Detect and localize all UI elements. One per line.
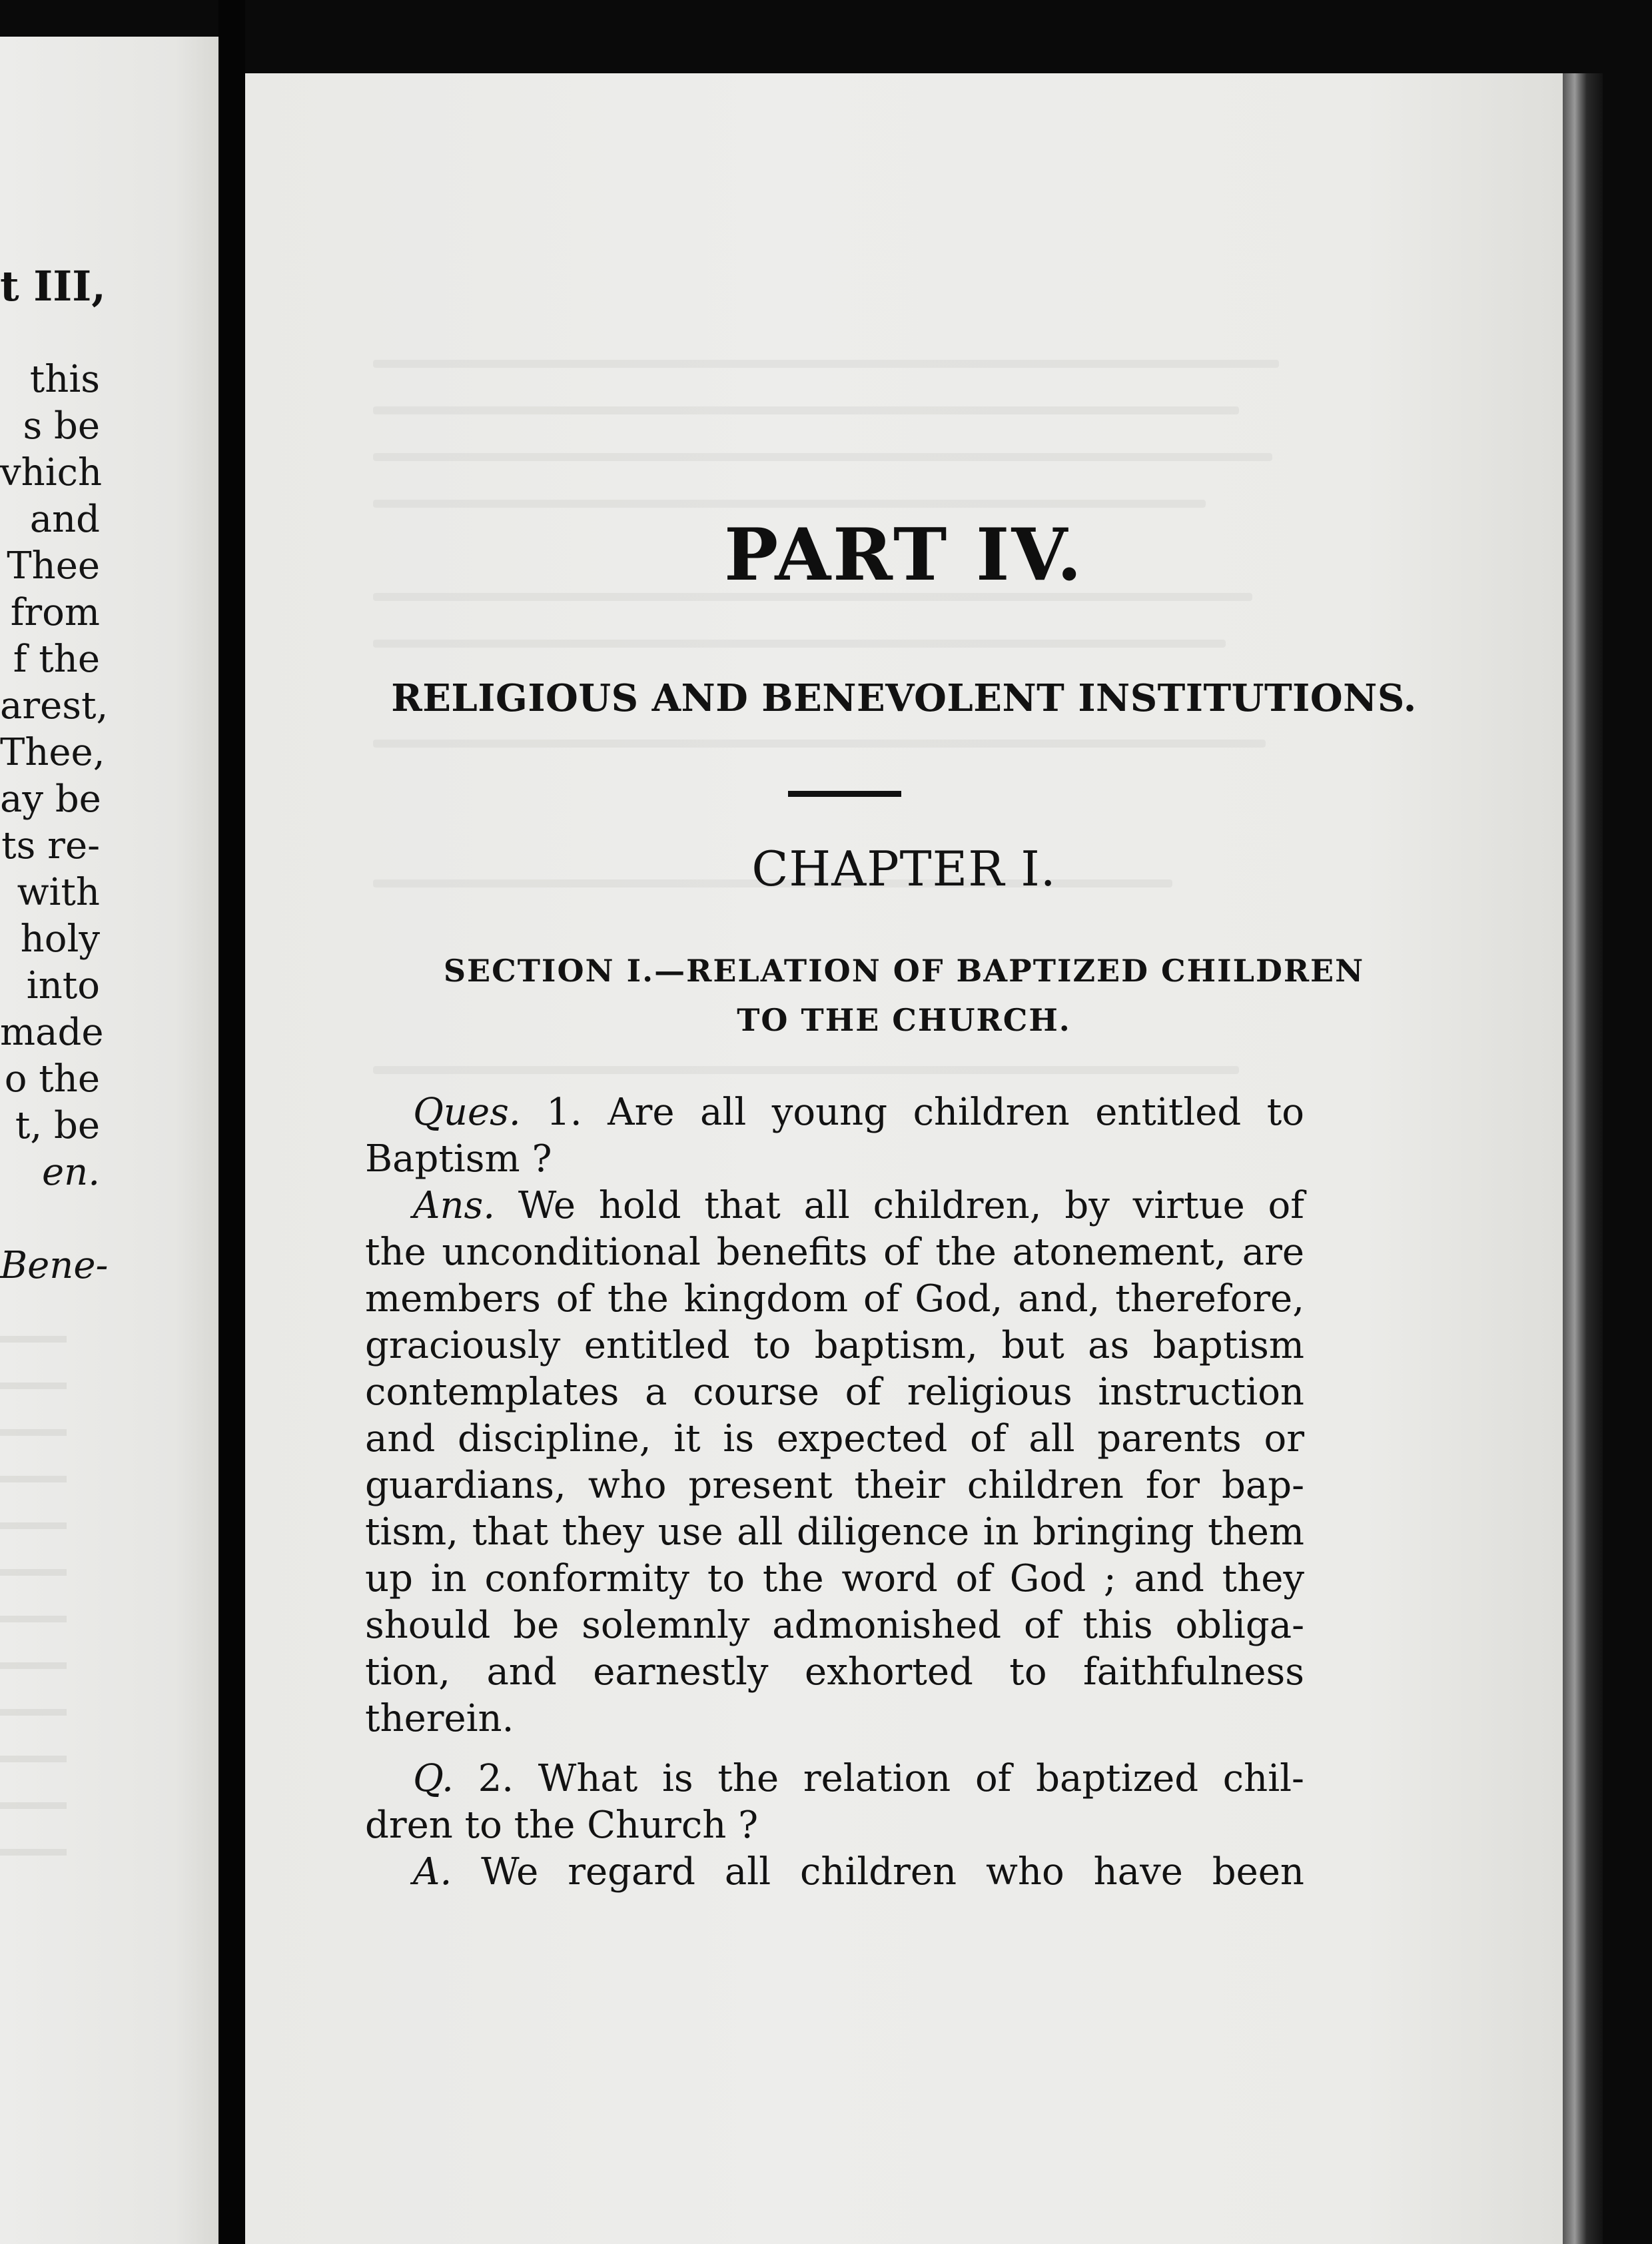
bleed-through-mark <box>373 640 1226 648</box>
left-page-header: t III, <box>0 262 106 310</box>
answer-label: Ans. <box>413 1184 496 1227</box>
answer-1-line: members of the kingdom of God, and, therefore, <box>365 1277 1304 1321</box>
bleed-through-mark <box>0 1383 67 1389</box>
bleed-through-mark <box>373 1066 1239 1074</box>
left-page-line: Thee, <box>0 731 105 774</box>
bleed-through-mark <box>373 740 1266 748</box>
left-page-line: t, be <box>15 1104 100 1147</box>
answer-2-line-1 <box>413 1849 1304 1896</box>
answer-1-line: and discipline, it is expected of all parents or <box>365 1417 1304 1460</box>
bleed-through-mark <box>0 1756 67 1762</box>
question-text: 2. What is the relation of baptized chil- <box>478 1757 1304 1800</box>
bleed-through-mark <box>373 500 1206 508</box>
title-divider-rule <box>788 791 901 797</box>
question-label: Q. <box>413 1757 454 1800</box>
left-page-line: ay be <box>0 778 101 821</box>
bleed-through-mark <box>373 360 1279 368</box>
question-2-line-1 <box>413 1756 1304 1802</box>
answer-1-line: the unconditional benefits of the atonement, are <box>365 1231 1304 1274</box>
left-page-line: f the <box>13 638 100 681</box>
question-1-line-1 <box>413 1089 1304 1136</box>
left-page-line: holy <box>20 917 100 961</box>
section-heading-line-1: SECTION I.—RELATION OF BAPTIZED CHILDREN <box>443 953 1365 989</box>
left-page-line: with <box>17 871 100 914</box>
bleed-through-mark <box>0 1849 67 1856</box>
answer-1-line: should be solemnly admonished of this obliga- <box>365 1604 1304 1647</box>
question-2-line-2: dren to the Church ? <box>365 1804 759 1847</box>
left-page-line: this <box>29 358 100 401</box>
question-label: Ques. <box>413 1091 521 1134</box>
left-page-line: Bene- <box>0 1244 109 1287</box>
answer-1-line: guardians, who present their children for bap- <box>365 1464 1304 1507</box>
left-page-fragment <box>0 37 218 2244</box>
answer-1-line: tism, that they use all diligence in bringing them <box>365 1510 1304 1554</box>
left-page-line: Thee <box>7 544 100 588</box>
left-page-line: s be <box>23 404 100 448</box>
question-1-line-2: Baptism ? <box>365 1137 552 1181</box>
left-page-line: and <box>29 498 100 541</box>
left-page-line: o the <box>4 1057 100 1101</box>
part-subtitle: RELIGIOUS AND BENEVOLENT INSTITUTIONS. <box>391 676 1417 720</box>
answer-label: A. <box>413 1850 452 1894</box>
part-title: PART IV. <box>723 513 1084 597</box>
page-gutter <box>218 0 245 2244</box>
bleed-through-mark <box>0 1569 67 1576</box>
left-page-line: ts re- <box>1 824 100 867</box>
bleed-through-mark <box>373 406 1239 414</box>
answer-1-line: therein. <box>365 1697 514 1740</box>
question-text: 1. Are all young children entitled to <box>546 1091 1304 1134</box>
bleed-through-mark <box>0 1476 67 1482</box>
bleed-through-mark <box>0 1662 67 1669</box>
left-page-line: arest, <box>0 684 109 728</box>
answer-1-line: up in conformity to the word of God ; and they <box>365 1557 1304 1600</box>
answer-1-line: graciously entitled to baptism, but as baptism <box>365 1324 1304 1367</box>
left-page-line: into <box>26 964 100 1007</box>
page-edge-shadow <box>1563 73 1603 2244</box>
section-heading-line-2: TO THE CHURCH. <box>737 1002 1071 1038</box>
bleed-through-mark <box>0 1336 67 1343</box>
bleed-through-mark <box>0 1802 67 1809</box>
left-page-line: made <box>0 1011 104 1054</box>
answer-text: We hold that all children, by virtue of <box>518 1184 1304 1227</box>
bleed-through-mark <box>373 453 1272 461</box>
bleed-through-mark <box>0 1429 67 1436</box>
left-page-line: en. <box>41 1151 100 1194</box>
answer-1-line: tion, and earnestly exhorted to faithfulness <box>365 1650 1304 1694</box>
bleed-through-mark <box>0 1616 67 1622</box>
bleed-through-mark <box>0 1522 67 1529</box>
left-page-line: from <box>10 591 100 634</box>
answer-text: We regard all children who have been <box>481 1850 1304 1894</box>
answer-1-line: contemplates a course of religious instruction <box>365 1371 1304 1414</box>
left-page-line: vhich <box>0 451 103 494</box>
chapter-title: CHAPTER I. <box>751 841 1056 897</box>
answer-1-line-1 <box>413 1183 1304 1229</box>
bleed-through-mark <box>0 1709 67 1716</box>
